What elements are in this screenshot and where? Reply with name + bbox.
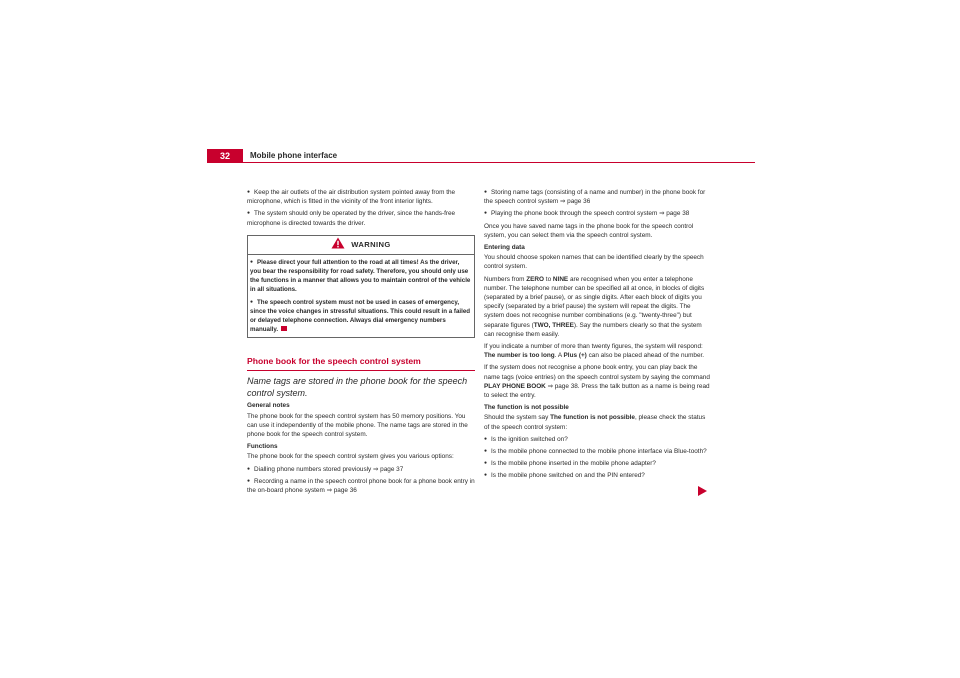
list-item: ● Is the mobile phone switched on and the PIN entered? <box>484 471 712 480</box>
warning-title: WARNING <box>351 240 391 250</box>
next-page-arrow-icon <box>698 483 707 501</box>
general-notes-text: The phone book for the speech control system has 50 memory positions. You can use it independently of the mobile phone. The name tags are stored in the phone book for the speech control system. <box>247 412 468 439</box>
list-item: ● Playing the phone book through the speech control system ⇒ page 38 <box>484 209 712 218</box>
list-item: ● Recording a name in the speech control phone book for a phone book entry in the on-board phone system ⇒ page 36 <box>247 477 475 495</box>
list-item: ● Storing name tags (consisting of a name and number) in the phone book for the speech control system ⇒ page 36 <box>484 188 712 206</box>
section-intro: Name tags are stored in the phone book for the speech control system. <box>247 376 468 399</box>
paragraph: You should choose spoken names that can be identified clearly by the speech control system. <box>484 254 704 271</box>
warning-item-text: The speech control system must not be used in cases of emergency, since the voice changes in stressful situations. This could result in a failed or delayed telephone connection. Always dial emergency numbers manually. <box>250 298 471 334</box>
warning-header <box>248 236 474 255</box>
paragraph: Once you have saved name tags in the phone book for the speech control system, you can select them via the speech control system. <box>484 222 694 239</box>
section-title: Phone book for the speech control system <box>247 356 475 371</box>
page-header-title: Mobile phone interface <box>250 151 338 160</box>
warning-item <box>250 298 472 335</box>
entering-data-heading: Entering data <box>484 244 525 252</box>
page-number: 32 <box>207 149 243 163</box>
list-item: ● Is the ignition switched on? <box>484 435 712 444</box>
functions-text: The phone book for the speech control system gives you various options: <box>247 453 454 461</box>
warning-triangle-icon <box>331 237 345 252</box>
paragraph: Should the system say The function is not possible, please check the status of the speech control system: <box>484 414 706 431</box>
header-divider <box>243 162 755 163</box>
paragraph-numbers: Numbers from ZERO to NINE are recognised when you enter a telephone number. The telephone number can be specified all at once, in blocks of digits (separated by a brief pause), or as single digits. After each block of digits you specify (separated by a brief pause) the system will repeat the digits. The system does not recognise number combinations (e.g. "twenty-three") but separate figures (TWO, THREE). Say the numbers clearly so that the system can recognise them easily. <box>484 275 705 338</box>
list-item: ● Dialling phone numbers stored previously ⇒ page 37 <box>247 465 475 474</box>
warning-box <box>247 235 475 339</box>
list-item: ● Is the mobile phone inserted in the mobile phone adapter? <box>484 459 712 468</box>
warning-item: ● Please direct your full attention to the road at all times! As the driver, you bear the responsibility for road safety. Therefore, you should only use the functions in a manner that allows you to maintain control of the vehicle in all situations. <box>250 258 472 295</box>
list-item: ● Is the mobile phone connected to the mobile phone interface via Blue-tooth? <box>484 447 712 456</box>
right-column <box>484 188 712 484</box>
paragraph-too-long: If you indicate a number of more than twenty figures, the system will respond: The number is too long. A Plus (+) can also be placed ahead of the number. <box>484 343 705 360</box>
list-item: ● Keep the air outlets of the air distribution system pointed away from the microphone, which is fitted in the vicinity of the front interior lights. <box>247 188 475 206</box>
left-column <box>247 188 475 498</box>
paragraph-play-phone-book: If the system does not recognise a phone book entry, you can play back the name tags (voice entries) on the speech control system by saying the command PLAY PHONE BOOK ⇒ page 38. Press the talk button as a name is being read to select the entry. <box>484 364 710 400</box>
function-not-possible-heading: The function is not possible <box>484 404 569 412</box>
end-of-section-icon <box>281 326 287 331</box>
functions-heading: Functions <box>247 443 278 451</box>
list-item: ● The system should only be operated by the driver, since the hands-free microphone is directed towards the driver. <box>247 209 475 227</box>
general-notes-heading: General notes <box>247 402 290 410</box>
